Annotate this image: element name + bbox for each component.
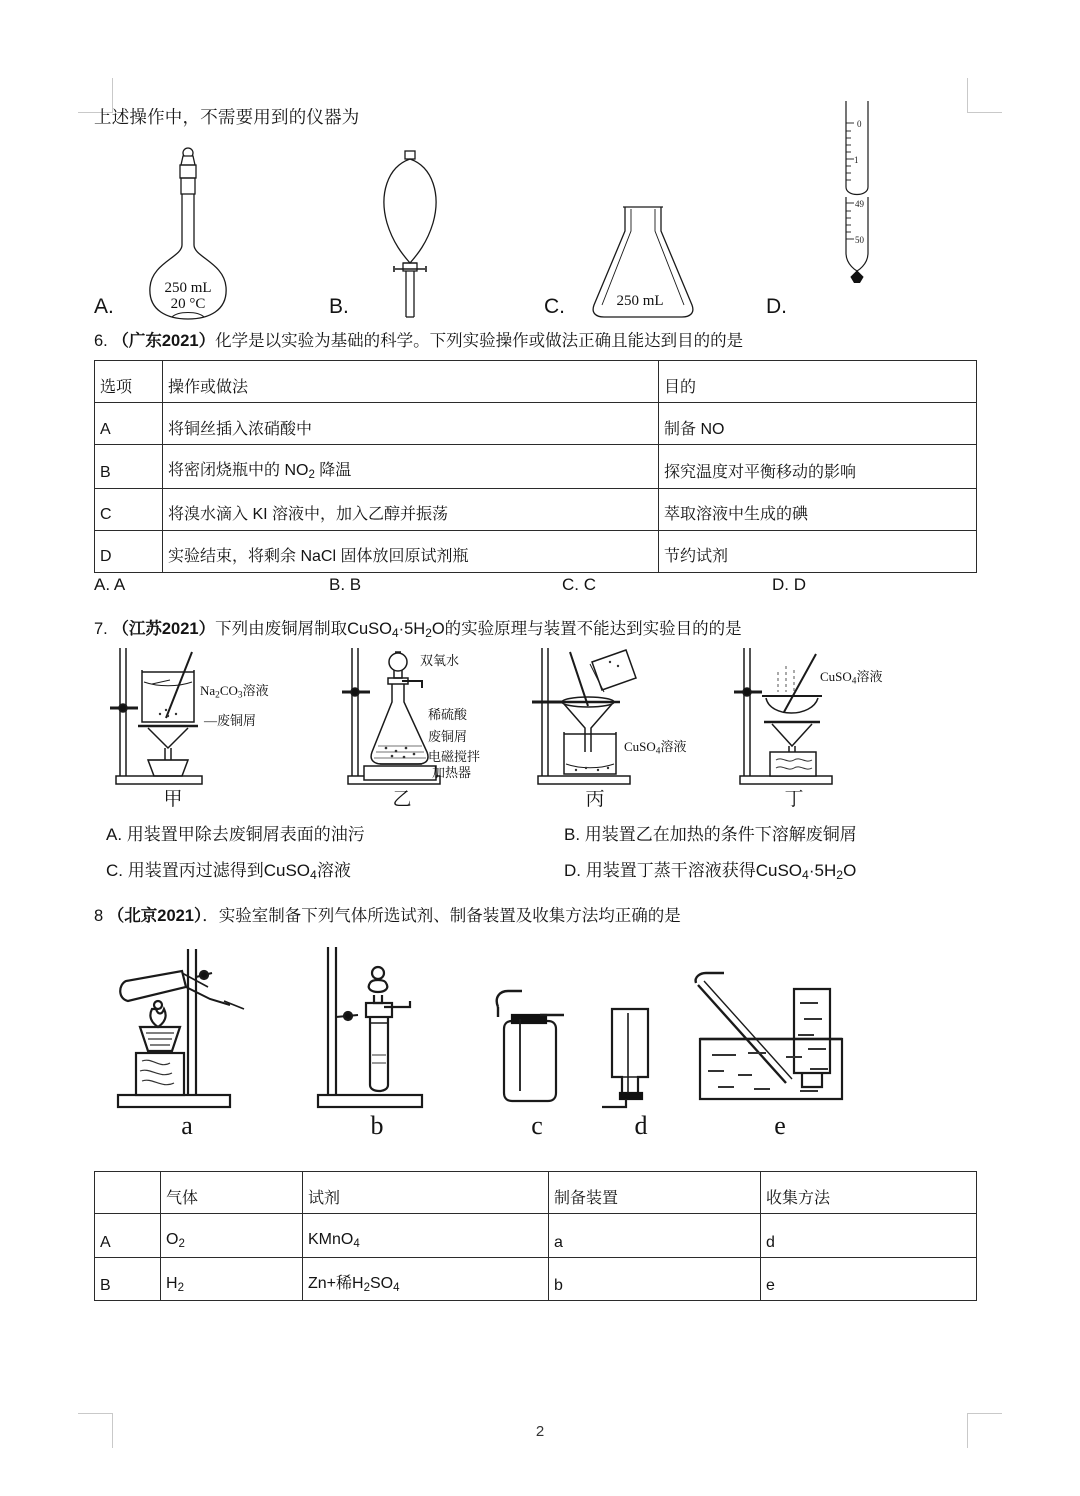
page-content bbox=[94, 104, 986, 1303]
label-waste-copper-scrap: —废铜屑 bbox=[204, 713, 257, 729]
figure-caption-e: e bbox=[774, 1111, 786, 1141]
cell-option-c: C bbox=[95, 488, 163, 530]
question-6-table bbox=[94, 360, 977, 573]
q7-choice-d[interactable]: D. 用装置丁蒸干溶液获得$CuSO_4\cdot 5H_2O$ bbox=[564, 861, 857, 883]
cell-collection-a: d bbox=[761, 1214, 977, 1258]
table-row bbox=[95, 444, 977, 488]
question-8-figure-row bbox=[94, 943, 986, 1143]
question-7-choices bbox=[94, 820, 986, 892]
figure-jia bbox=[108, 648, 269, 811]
q6-number: 6. bbox=[94, 332, 108, 351]
cell-option-b: B bbox=[95, 1257, 161, 1301]
label-waste-copper-scrap: 废铜屑 bbox=[428, 729, 468, 745]
cell-apparatus-b: b bbox=[549, 1257, 761, 1301]
erlenmeyer-volume-label: 250 mL bbox=[616, 293, 664, 310]
filtration-funnel-beaker-icon bbox=[530, 648, 660, 788]
flask-volume-label: 250 mL bbox=[164, 280, 212, 297]
q6-stem: 化学是以实验为基础的科学。下列实验操作或做法正确且能达到目的的是 bbox=[215, 332, 744, 351]
question-6-heading bbox=[94, 329, 986, 354]
option-letter-d: D. bbox=[766, 295, 787, 319]
label-magnetic-stirrer: 电磁搅拌 bbox=[428, 749, 481, 765]
cell-operation-b: 将密闭烧瓶中的 $NO_2$ 降温 bbox=[163, 444, 659, 488]
figure-caption-yi: 乙 bbox=[392, 789, 412, 811]
q8-number: 8 bbox=[94, 907, 104, 926]
figure-e bbox=[690, 943, 870, 1139]
th-gas: 气体 bbox=[161, 1172, 303, 1214]
cell-gas-b: $H_2$ bbox=[161, 1257, 303, 1301]
intro-text: 上述操作中，不需要用到的仪器为 bbox=[94, 107, 360, 127]
cell-purpose-a: 制备 NO bbox=[659, 402, 977, 444]
label-hydrogen-peroxide: 双氧水 bbox=[420, 653, 460, 669]
figure-option-b bbox=[329, 145, 489, 323]
erlenmeyer-flask-icon bbox=[578, 201, 708, 321]
th-collection: 收集方法 bbox=[761, 1172, 977, 1214]
figure-option-c bbox=[544, 145, 714, 323]
figure-caption-c: c bbox=[531, 1111, 543, 1141]
figure-d bbox=[586, 943, 696, 1139]
page-number: 2 bbox=[535, 1423, 545, 1440]
q6-choice-a[interactable]: A. A bbox=[94, 574, 126, 594]
figure-yi bbox=[342, 648, 481, 811]
th-purpose: 目的 bbox=[659, 360, 977, 402]
q8-stem: ．实验室制备下列气体所选试剂、制备装置及收集方法均正确的是 bbox=[202, 907, 681, 926]
test-tube-heated-on-stand-icon bbox=[112, 943, 262, 1111]
q7-choice-a[interactable]: A. 用装置甲除去废铜屑表面的油污 bbox=[106, 825, 365, 845]
label-na2co3-solution: $Na_2CO_3$溶液 bbox=[200, 683, 269, 701]
figure-caption-a: a bbox=[181, 1111, 193, 1141]
q6-choice-b[interactable]: B. B bbox=[329, 574, 362, 594]
cell-operation-a: 将铜丝插入浓硝酸中 bbox=[163, 402, 659, 444]
cell-option-a: A bbox=[95, 1214, 161, 1258]
cell-purpose-c: 萃取溶液中生成的碘 bbox=[659, 488, 977, 530]
table-row bbox=[95, 1214, 977, 1258]
q8-source: （北京2021） bbox=[107, 907, 203, 926]
cell-reagent-b: Zn+稀$H_2SO_4$ bbox=[303, 1257, 549, 1301]
table-row bbox=[95, 1257, 977, 1301]
cell-option-d: D bbox=[95, 530, 163, 572]
q7-choice-b[interactable]: B. 用装置乙在加热的条件下溶解废铜屑 bbox=[564, 825, 857, 845]
q6-choice-c[interactable]: C. C bbox=[562, 574, 596, 594]
option-letter-c: C. bbox=[544, 295, 565, 319]
q7-source: （江苏2021） bbox=[112, 619, 216, 638]
figure-caption-ding: 丁 bbox=[784, 789, 804, 811]
table-row bbox=[95, 530, 977, 572]
question-8-table bbox=[94, 1171, 977, 1301]
question-6-choices bbox=[94, 575, 986, 605]
figure-b bbox=[312, 943, 442, 1139]
cell-option-b: B bbox=[95, 444, 163, 488]
cell-option-a: A bbox=[95, 402, 163, 444]
cell-reagent-a: KMnO$_4$ bbox=[303, 1214, 549, 1258]
label-dilute-sulfuric-acid: 稀硫酸 bbox=[428, 707, 468, 723]
gas-washing-bottle-icon bbox=[482, 943, 592, 1111]
cell-purpose-d: 节约试剂 bbox=[659, 530, 977, 572]
question-7-heading bbox=[94, 617, 986, 643]
figure-option-d bbox=[766, 119, 966, 323]
label-heater: 加热器 bbox=[432, 765, 472, 781]
downward-delivery-bottle-icon bbox=[586, 943, 696, 1111]
q7-number: 7. bbox=[94, 619, 108, 638]
question-8-heading bbox=[94, 904, 986, 929]
q6-source: （广东2021） bbox=[112, 332, 216, 351]
figure-bing bbox=[530, 648, 687, 811]
option-letter-b: B. bbox=[329, 295, 349, 319]
flask-temperature-label: 20 °C bbox=[170, 296, 206, 313]
q7-choice-line-1 bbox=[94, 820, 986, 856]
water-displacement-collection-icon bbox=[690, 943, 870, 1111]
table-row-header bbox=[95, 360, 977, 402]
th-reagent: 试剂 bbox=[303, 1172, 549, 1214]
table-row bbox=[95, 488, 977, 530]
label-cuso4-solution: CuSO$_4$溶液 bbox=[624, 739, 687, 757]
figure-caption-bing: 丙 bbox=[585, 789, 605, 811]
q7-choice-c[interactable]: C. 用装置丙过滤得到CuSO$_4$溶液 bbox=[106, 861, 351, 883]
figure-caption-d: d bbox=[634, 1111, 648, 1141]
cell-purpose-b: 探究温度对平衡移动的影响 bbox=[659, 444, 977, 488]
q5-figure-row bbox=[94, 119, 986, 323]
table-row-header bbox=[95, 1172, 977, 1214]
q7-stem: 下列由废铜屑制取$CuSO_4\cdot 5H_2O$的实验原理与装置不能达到实验目的的是 bbox=[215, 619, 742, 640]
burette-stopcock-icon bbox=[851, 271, 863, 283]
cell-gas-a: $O_2$ bbox=[161, 1214, 303, 1258]
figure-ding bbox=[734, 648, 883, 811]
figure-caption-b: b bbox=[370, 1111, 384, 1141]
separating-funnel-icon bbox=[365, 145, 455, 323]
burette-tick-50: 50 bbox=[855, 235, 864, 246]
cell-apparatus-a: a bbox=[549, 1214, 761, 1258]
th-apparatus: 制备装置 bbox=[549, 1172, 761, 1214]
table-row bbox=[95, 402, 977, 444]
burette-icon bbox=[824, 101, 894, 283]
question-7-figure-row bbox=[94, 648, 986, 814]
figure-caption-jia: 甲 bbox=[163, 789, 183, 811]
figure-c bbox=[482, 943, 592, 1139]
burette-tick-49: 49 bbox=[855, 199, 864, 210]
cell-operation-d: 实验结束，将剩余 NaCl 固体放回原试剂瓶 bbox=[163, 530, 659, 572]
kipp-generator-icon bbox=[312, 943, 442, 1111]
volumetric-flask-icon bbox=[128, 145, 248, 323]
burette-tick-0: 0 bbox=[857, 119, 862, 130]
th-operation: 操作或做法 bbox=[163, 360, 659, 402]
option-letter-a: A. bbox=[94, 295, 114, 319]
burette-tick-1: 1 bbox=[854, 155, 859, 166]
q6-choice-d[interactable]: D. D bbox=[772, 574, 806, 594]
figure-a bbox=[112, 943, 262, 1139]
figure-option-a bbox=[94, 145, 264, 323]
th-blank bbox=[95, 1172, 161, 1214]
cell-operation-c: 将溴水滴入 KI 溶液中，加入乙醇并振荡 bbox=[163, 488, 659, 530]
cell-collection-b: e bbox=[761, 1257, 977, 1301]
th-option: 选项 bbox=[95, 360, 163, 402]
q7-choice-line-2 bbox=[94, 856, 986, 892]
label-cuso4-solution: CuSO$_4$溶液 bbox=[820, 669, 883, 687]
